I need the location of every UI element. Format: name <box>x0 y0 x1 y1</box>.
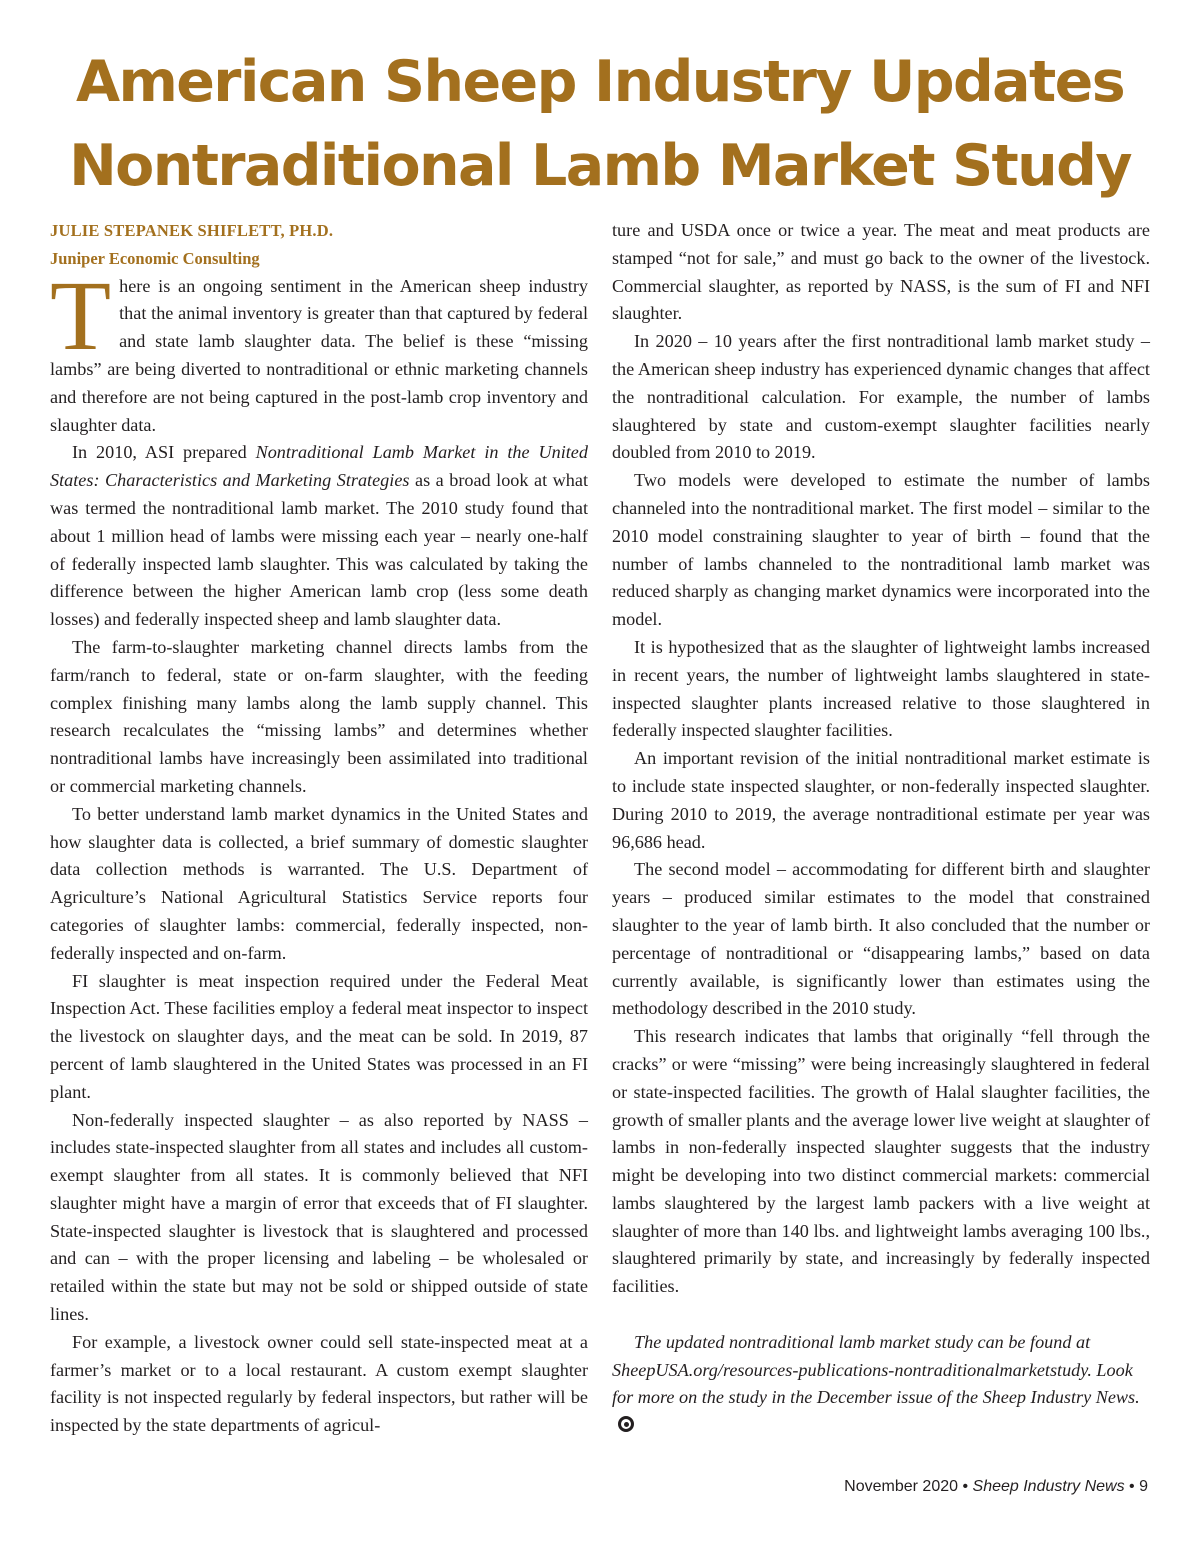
sheep-logo-icon <box>618 1416 634 1432</box>
paragraph-hypothesis: It is hypothesized that as the slaughter of lightweight lambs increased in recent years, the number of lightweight lambs slaughtered in state-inspected slaughter plants increased relative to those slaughtered in federally inspected slaughter facilities. <box>612 636 1150 741</box>
paragraph-example-continued: ture and USDA once or twice a year. The meat and meat products are stamped “not for sale,” and must go back to the owner of the livestock. Commercial slaughter, as reported by NASS, is the sum of FI and NFI slaughter. <box>612 220 1150 324</box>
drop-cap: T <box>50 259 112 371</box>
paragraph-nfi-slaughter: Non-federally inspected slaughter – as also reported by NASS – includes state-inspected slaughter from all states and includes all custom-exempt slaughter from all states. It is commonly believed that NFI slaughter might have a margin of error that exceeds that of FI slaughter. State-inspected slaughter is livestock that is slaughtered and processed and can – with the proper licensing and labeling – be wholesaled or retailed within the state but may not be sold or shipped outside of state lines. <box>50 1109 588 1325</box>
byline <box>50 217 588 273</box>
paragraph-2020: In 2020 – 10 years after the first nontraditional lamb market study –the American sheep industry has experienced dynamic changes that affect the nontraditional calculation. For example, the number of lambs slaughtered by state and custom-exempt slaughter facilities nearly doubled from 2010 to 2019. <box>612 331 1150 463</box>
left-column <box>50 217 588 1440</box>
paragraph-conclusion: This research indicates that lambs that originally “fell through the cracks” or were “missing” were being increasingly slaughtered in federal or state-inspected facilities. The growth of Halal slaughter facilities, the growth of smaller plants and the average lower live weight at slaughter of lambs in non-federally inspected slaughter suggests that the industry might be developing into two distinct commercial markets: commercial lambs slaughtered by the largest lamb packers with a live weight at slaughter of more than 140 lbs. and lightweight lambs averaging 100 lbs., slaughtered primarily by state, and increasingly by federally inspected facilities. <box>612 1026 1150 1297</box>
title-line-1: American Sheep Industry Updates <box>75 49 1125 115</box>
paragraph-data-collection: To better understand lamb market dynamics in the United States and how slaughter data is collected, a brief summary of domestic slaughter data collection methods is warranted. The U.S. Department of Agriculture’s National Agricultural Statistics Service reports four categories of slaughter lambs: commercial, federally inspected, non-federally inspected and on-farm. <box>50 803 588 963</box>
paragraph-second-model: The second model – accommodating for different birth and slaughter years – produced similar estimates to the model that constrained slaughter to the year of lamb birth. It also concluded that the number or percentage of nontraditional or “disappearing lambs,” based on data currently available, is significantly lower than estimates using the methodology described in the 2010 study. <box>612 859 1150 1019</box>
p2-lead: In 2010, ASI prepared <box>72 442 256 463</box>
p2-rest: as a broad look at what was termed the nontraditional lamb market. The 2010 study found that about 1 million head of lambs were missing each year – nearly one-half of federally inspected lamb slaughter. This was calculated by taking the difference between the higher American lamb crop (less some death losses) and federally inspected sheep and lamb slaughter data. <box>50 470 588 630</box>
paragraph-intro-text: here is an ongoing sentiment in the American sheep industry that the animal inventory is greater than that captured by federal and state lamb slaughter data. The belief is these “missing lambs” are being diverted to nontraditional or ethnic marketing channels and therefore are not being captured in the post-lamb crop inventory and slaughter data. <box>50 275 588 435</box>
paragraph-marketing-channel: The farm-to-slaughter marketing channel directs lambs from the farm/ranch to federal, state or on-farm slaughter, with the feeding complex finishing many lambs along the lamb supply channel. This research recalculates the “missing lambs” and determines whether nontraditional lambs have increasingly been assimilated into traditional or commercial marketing channels. <box>50 636 588 796</box>
page-footer <box>844 1478 1148 1496</box>
study-note <box>612 1329 1150 1440</box>
right-column <box>612 217 1150 1440</box>
title-line-2: Nontraditional Lamb Market Study <box>69 133 1131 199</box>
footer-separator: • <box>1124 1478 1140 1495</box>
study-note-text: The updated nontraditional lamb market study can be found at SheepUSA.org/resources-publications-nontraditionalmarketstudy. Look for more on the study in the December issue of the Sheep Industry News. <box>612 1331 1140 1408</box>
page-number: 9 <box>1139 1478 1148 1495</box>
paragraph-example: For example, a livestock owner could sell state-inspected meat at a farmer’s market or to a local restaurant. A custom exempt slaughter facility is not inspected regularly by federal inspectors, but rather will be inspected by the state departments of agricul- <box>50 1331 588 1436</box>
paragraph-2010-study <box>50 439 588 634</box>
author-affiliation: Juniper Economic Consulting <box>50 248 260 268</box>
article-title <box>40 40 1160 208</box>
paragraph-two-models: Two models were developed to estimate the number of lambs channeled into the nontraditional market. The first model – similar to the 2010 model constraining slaughter to year of birth – found that the number of lambs channeled to the nontraditional lamb market was reduced sharply as changing market dynamics were incorporated into the model. <box>612 470 1150 630</box>
footer-separator: • <box>958 1478 973 1495</box>
footer-date: November 2020 <box>844 1478 959 1495</box>
author-name: JULIE STEPANEK SHIFLETT, PH.D. <box>50 221 334 240</box>
paragraph-intro <box>50 259 588 440</box>
p2-study-title: Nontraditional Lamb Market in the United States: Characteristics and Marketing Strategies <box>50 442 588 491</box>
paragraph-fi-slaughter: FI slaughter is meat inspection required under the Federal Meat Inspection Act. These facilities employ a federal meat inspector to inspect the livestock on slaughter days, and the meat can be sold. In 2019, 87 percent of lamb slaughtered in the United States was processed in an FI plant. <box>50 970 588 1102</box>
footer-publication: Sheep Industry News <box>972 1478 1125 1495</box>
paragraph-revision: An important revision of the initial nontraditional market estimate is to include state inspected slaughter, or non-federally inspected slaughter. During 2010 to 2019, the average nontraditional estimate per year was 96,686 head. <box>612 748 1150 852</box>
